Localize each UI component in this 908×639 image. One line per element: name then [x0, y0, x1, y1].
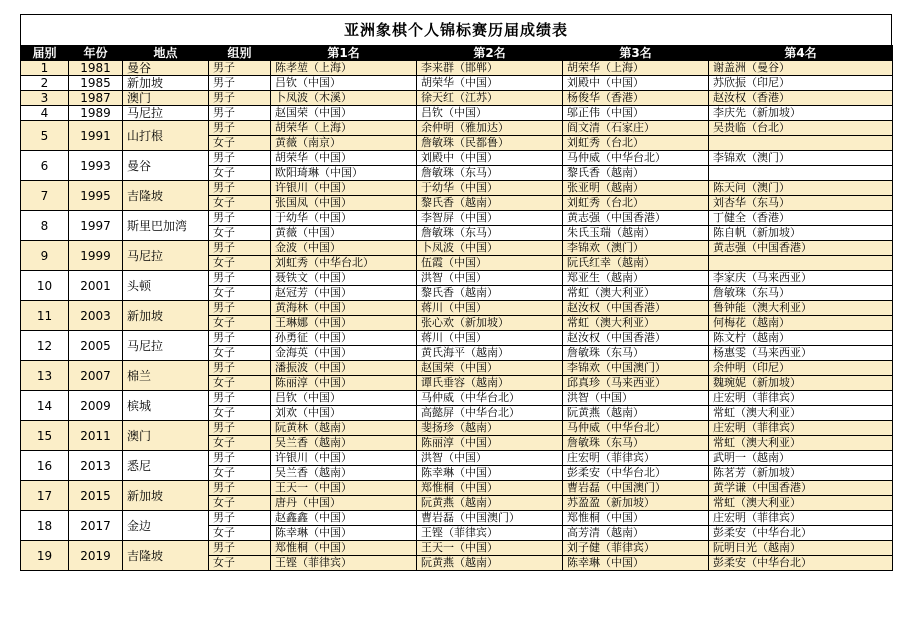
fourth-place: 常虹（澳大利亚） [709, 496, 893, 511]
third-place: 朱氏玉瑞（越南） [563, 226, 709, 241]
group-cell: 女子 [209, 136, 271, 151]
edition-place: 斯里巴加湾 [123, 211, 209, 241]
group-cell: 男子 [209, 211, 271, 226]
first-place: 许银川（中国） [271, 451, 417, 466]
second-place: 曹岩磊（中国澳门） [417, 511, 563, 526]
fourth-place: 庄宏明（菲律宾） [709, 511, 893, 526]
table-row [21, 211, 893, 226]
edition-place: 澳门 [123, 91, 209, 106]
third-place: 杨俊华（香港） [563, 91, 709, 106]
second-place: 于幼华（中国） [417, 181, 563, 196]
second-place: 陈幸琳（中国） [417, 466, 563, 481]
edition-place: 新加坡 [123, 301, 209, 331]
third-place: 黎氏香（越南） [563, 166, 709, 181]
edition-place: 澳门 [123, 421, 209, 451]
third-place: 李锦欢（中国澳门） [563, 361, 709, 376]
fourth-place: 刘杏华（东马） [709, 196, 893, 211]
edition-year: 1991 [69, 121, 123, 151]
fourth-place: 陈茗芳（新加坡） [709, 466, 893, 481]
third-place: 阮黄燕（越南） [563, 406, 709, 421]
group-cell: 男子 [209, 511, 271, 526]
group-cell: 男子 [209, 106, 271, 121]
edition-number: 4 [21, 106, 69, 121]
edition-number: 8 [21, 211, 69, 241]
edition-number: 5 [21, 121, 69, 151]
first-place: 吴兰香（越南） [271, 436, 417, 451]
table-row [21, 481, 893, 496]
second-place: 黎氏香（越南） [417, 286, 563, 301]
third-place: 马仲威（中华台北） [563, 151, 709, 166]
edition-year: 1995 [69, 181, 123, 211]
first-place: 张国凤（中国） [271, 196, 417, 211]
group-cell: 女子 [209, 406, 271, 421]
edition-number: 3 [21, 91, 69, 106]
group-cell: 男子 [209, 361, 271, 376]
first-place: 阮黄林（越南） [271, 421, 417, 436]
group-cell: 女子 [209, 166, 271, 181]
group-cell: 男子 [209, 301, 271, 316]
first-place: 郑惟桐（中国） [271, 541, 417, 556]
header-third: 第3名 [563, 46, 709, 61]
third-place: 郑惟桐（中国） [563, 511, 709, 526]
group-cell: 女子 [209, 526, 271, 541]
fourth-place: 黄学谦（中国香港） [709, 481, 893, 496]
fourth-place: 陈天问（澳门） [709, 181, 893, 196]
first-place: 吴兰香（越南） [271, 466, 417, 481]
edition-place: 马尼拉 [123, 331, 209, 361]
edition-number: 1 [21, 61, 69, 76]
edition-year: 2011 [69, 421, 123, 451]
second-place: 郑惟桐（中国） [417, 481, 563, 496]
table-row [21, 151, 893, 166]
first-place: 黄薇（南京） [271, 136, 417, 151]
fourth-place: 彭柔安（中华台北） [709, 526, 893, 541]
edition-year: 1993 [69, 151, 123, 181]
edition-year: 2001 [69, 271, 123, 301]
fourth-place: 丁健全（香港） [709, 211, 893, 226]
third-place: 刘殿中（中国） [563, 76, 709, 91]
edition-place: 山打根 [123, 121, 209, 151]
edition-number: 16 [21, 451, 69, 481]
fourth-place [709, 136, 893, 151]
second-place: 斐扬珍（越南） [417, 421, 563, 436]
group-cell: 男子 [209, 241, 271, 256]
edition-number: 13 [21, 361, 69, 391]
first-place: 金海英（中国） [271, 346, 417, 361]
third-place: 阮氏红幸（越南） [563, 256, 709, 271]
edition-number: 18 [21, 511, 69, 541]
fourth-place [709, 256, 893, 271]
first-place: 王天一（中国） [271, 481, 417, 496]
table-row [21, 271, 893, 286]
fourth-place: 谢盖洲（曼谷） [709, 61, 893, 76]
first-place: 胡荣华（上海） [271, 121, 417, 136]
edition-number: 12 [21, 331, 69, 361]
first-place: 赵国荣（中国） [271, 106, 417, 121]
first-place: 黄海林（中国） [271, 301, 417, 316]
first-place: 许银川（中国） [271, 181, 417, 196]
edition-year: 2019 [69, 541, 123, 571]
fourth-place: 余仲明（印尼） [709, 361, 893, 376]
header-group: 组别 [209, 46, 271, 61]
second-place: 陈丽淳（中国） [417, 436, 563, 451]
second-place: 詹敏珠（东马） [417, 166, 563, 181]
first-place: 刘虹秀（中华台北） [271, 256, 417, 271]
table-row [21, 181, 893, 196]
edition-place: 新加坡 [123, 76, 209, 91]
first-place: 卜凤波（木溪） [271, 91, 417, 106]
second-place: 余仲明（雅加达） [417, 121, 563, 136]
results-body [21, 61, 893, 571]
header-place: 地点 [123, 46, 209, 61]
group-cell: 女子 [209, 256, 271, 271]
first-place: 黄薇（中国） [271, 226, 417, 241]
edition-place: 头顿 [123, 271, 209, 301]
third-place: 陈幸琳（中国） [563, 556, 709, 571]
third-place: 彭柔安（中华台北） [563, 466, 709, 481]
group-cell: 女子 [209, 226, 271, 241]
group-cell: 男子 [209, 91, 271, 106]
second-place: 马仲威（中华台北） [417, 391, 563, 406]
second-place: 伍霞（中国） [417, 256, 563, 271]
edition-year: 2013 [69, 451, 123, 481]
edition-year: 2015 [69, 481, 123, 511]
fourth-place: 常虹（澳大利亚） [709, 436, 893, 451]
group-cell: 女子 [209, 286, 271, 301]
edition-place: 曼谷 [123, 151, 209, 181]
edition-number: 7 [21, 181, 69, 211]
group-cell: 男子 [209, 331, 271, 346]
table-row [21, 541, 893, 556]
fourth-place: 赵汝权（香港） [709, 91, 893, 106]
third-place: 张亚明（越南） [563, 181, 709, 196]
edition-number: 11 [21, 301, 69, 331]
fourth-place: 李锦欢（澳门） [709, 151, 893, 166]
edition-place: 马尼拉 [123, 106, 209, 121]
third-place: 常虹（澳大利亚） [563, 316, 709, 331]
second-place: 王天一（中国） [417, 541, 563, 556]
group-cell: 男子 [209, 391, 271, 406]
fourth-place: 庄宏明（菲律宾） [709, 421, 893, 436]
results-sheet [20, 14, 892, 571]
fourth-place: 鲁钟能（澳大利亚） [709, 301, 893, 316]
edition-year: 1997 [69, 211, 123, 241]
second-place: 洪智（中国） [417, 271, 563, 286]
group-cell: 男子 [209, 481, 271, 496]
table-row [21, 301, 893, 316]
group-cell: 女子 [209, 196, 271, 211]
third-place: 詹敏珠（东马） [563, 346, 709, 361]
fourth-place: 阮明日光（越南） [709, 541, 893, 556]
group-cell: 女子 [209, 496, 271, 511]
first-place: 于幼华（中国） [271, 211, 417, 226]
first-place: 欧阳琦琳（中国） [271, 166, 417, 181]
second-place: 蒋川（中国） [417, 331, 563, 346]
fourth-place: 彭柔安（中华台北） [709, 556, 893, 571]
second-place: 詹敏珠（民都鲁） [417, 136, 563, 151]
second-place: 高懿屏（中华台北） [417, 406, 563, 421]
edition-number: 6 [21, 151, 69, 181]
second-place: 王铿（菲律宾） [417, 526, 563, 541]
header-fourth: 第4名 [709, 46, 893, 61]
first-place: 陈幸琳（中国） [271, 526, 417, 541]
third-place: 刘虹秀（台北） [563, 136, 709, 151]
table-row [21, 241, 893, 256]
group-cell: 女子 [209, 556, 271, 571]
second-place: 胡荣华（中国） [417, 76, 563, 91]
table-row [21, 106, 893, 121]
second-place: 李来群（邯郸） [417, 61, 563, 76]
results-table [20, 45, 893, 571]
third-place: 刘虹秀（台北） [563, 196, 709, 211]
third-place: 苏盈盈（新加坡） [563, 496, 709, 511]
second-place: 卜凤波（中国） [417, 241, 563, 256]
first-place: 孙勇征（中国） [271, 331, 417, 346]
edition-number: 14 [21, 391, 69, 421]
group-cell: 女子 [209, 316, 271, 331]
first-place: 赵冠芳（中国） [271, 286, 417, 301]
second-place: 詹敏珠（东马） [417, 226, 563, 241]
first-place: 胡荣华（中国） [271, 151, 417, 166]
edition-number: 9 [21, 241, 69, 271]
third-place: 阎文清（石家庄） [563, 121, 709, 136]
header-first: 第1名 [271, 46, 417, 61]
edition-place: 吉隆坡 [123, 541, 209, 571]
group-cell: 男子 [209, 61, 271, 76]
first-place: 王琳娜（中国） [271, 316, 417, 331]
sheet-title: 亚洲象棋个人锦标赛历届成绩表 [20, 14, 892, 45]
edition-year: 2003 [69, 301, 123, 331]
first-place: 赵鑫鑫（中国） [271, 511, 417, 526]
third-place: 庄宏明（菲律宾） [563, 451, 709, 466]
table-row [21, 331, 893, 346]
third-place: 李锦欢（澳门） [563, 241, 709, 256]
second-place: 黄氏海平（越南） [417, 346, 563, 361]
group-cell: 男子 [209, 76, 271, 91]
edition-place: 槟城 [123, 391, 209, 421]
table-row [21, 451, 893, 466]
group-cell: 男子 [209, 421, 271, 436]
edition-number: 2 [21, 76, 69, 91]
first-place: 潘振波（中国） [271, 361, 417, 376]
edition-year: 2007 [69, 361, 123, 391]
table-row [21, 511, 893, 526]
fourth-place: 李庆先（新加坡） [709, 106, 893, 121]
fourth-place: 常虹（澳大利亚） [709, 406, 893, 421]
fourth-place [709, 166, 893, 181]
group-cell: 男子 [209, 151, 271, 166]
first-place: 王铿（菲律宾） [271, 556, 417, 571]
second-place: 刘殿中（中国） [417, 151, 563, 166]
edition-place: 吉隆坡 [123, 181, 209, 211]
group-cell: 女子 [209, 466, 271, 481]
second-place: 吕钦（中国） [417, 106, 563, 121]
header-edition: 届别 [21, 46, 69, 61]
header-row [21, 46, 893, 61]
table-row [21, 61, 893, 76]
edition-year: 1999 [69, 241, 123, 271]
fourth-place: 吴贵临（台北） [709, 121, 893, 136]
group-cell: 女子 [209, 346, 271, 361]
third-place: 赵汝权（中国香港） [563, 331, 709, 346]
edition-year: 1987 [69, 91, 123, 106]
third-place: 刘子健（菲律宾） [563, 541, 709, 556]
second-place: 阮黄燕（越南） [417, 496, 563, 511]
third-place: 马仲威（中华台北） [563, 421, 709, 436]
fourth-place: 陈自帆（新加坡） [709, 226, 893, 241]
group-cell: 男子 [209, 541, 271, 556]
second-place: 李智屏（中国） [417, 211, 563, 226]
group-cell: 男子 [209, 121, 271, 136]
edition-number: 19 [21, 541, 69, 571]
group-cell: 男子 [209, 271, 271, 286]
header-year: 年份 [69, 46, 123, 61]
second-place: 赵国荣（中国） [417, 361, 563, 376]
edition-place: 棉兰 [123, 361, 209, 391]
fourth-place: 詹敏珠（东马） [709, 286, 893, 301]
fourth-place: 庄宏明（菲律宾） [709, 391, 893, 406]
edition-place: 曼谷 [123, 61, 209, 76]
second-place: 阮黄燕（越南） [417, 556, 563, 571]
first-place: 唐丹（中国） [271, 496, 417, 511]
edition-number: 17 [21, 481, 69, 511]
first-place: 陈丽淳（中国） [271, 376, 417, 391]
edition-place: 马尼拉 [123, 241, 209, 271]
table-row [21, 391, 893, 406]
third-place: 胡荣华（上海） [563, 61, 709, 76]
edition-year: 2017 [69, 511, 123, 541]
second-place: 黎氏香（越南） [417, 196, 563, 211]
edition-place: 金边 [123, 511, 209, 541]
third-place: 詹敏珠（东马） [563, 436, 709, 451]
fourth-place: 魏琬妮（新加坡） [709, 376, 893, 391]
edition-number: 15 [21, 421, 69, 451]
edition-year: 1985 [69, 76, 123, 91]
fourth-place: 何梅花（越南） [709, 316, 893, 331]
second-place: 张心欢（新加坡） [417, 316, 563, 331]
group-cell: 男子 [209, 451, 271, 466]
first-place: 聂铁文（中国） [271, 271, 417, 286]
edition-place: 悉尼 [123, 451, 209, 481]
first-place: 金波（中国） [271, 241, 417, 256]
third-place: 高芳清（越南） [563, 526, 709, 541]
third-place: 郑亚生（越南） [563, 271, 709, 286]
fourth-place: 杨惠雯（马来西亚） [709, 346, 893, 361]
first-place: 陈孝堃（上海） [271, 61, 417, 76]
third-place: 常虹（澳大利亚） [563, 286, 709, 301]
table-row [21, 91, 893, 106]
fourth-place: 黄志强（中国香港） [709, 241, 893, 256]
table-row [21, 361, 893, 376]
first-place: 吕钦（中国） [271, 391, 417, 406]
third-place: 赵汝权（中国香港） [563, 301, 709, 316]
second-place: 徐天红（江苏） [417, 91, 563, 106]
header-second: 第2名 [417, 46, 563, 61]
third-place: 洪智（中国） [563, 391, 709, 406]
edition-year: 1989 [69, 106, 123, 121]
third-place: 邬正伟（中国） [563, 106, 709, 121]
edition-year: 2005 [69, 331, 123, 361]
first-place: 吕钦（中国） [271, 76, 417, 91]
fourth-place: 陈文柠（越南） [709, 331, 893, 346]
edition-number: 10 [21, 271, 69, 301]
second-place: 蒋川（中国） [417, 301, 563, 316]
edition-year: 2009 [69, 391, 123, 421]
third-place: 黄志强（中国香港） [563, 211, 709, 226]
table-row [21, 121, 893, 136]
group-cell: 女子 [209, 436, 271, 451]
edition-year: 1981 [69, 61, 123, 76]
table-row [21, 76, 893, 91]
third-place: 曹岩磊（中国澳门） [563, 481, 709, 496]
second-place: 洪智（中国） [417, 451, 563, 466]
fourth-place: 李家庆（马来西亚） [709, 271, 893, 286]
group-cell: 男子 [209, 181, 271, 196]
table-row [21, 421, 893, 436]
fourth-place: 苏欣振（印尼） [709, 76, 893, 91]
third-place: 邱真珍（马来西亚） [563, 376, 709, 391]
first-place: 刘欢（中国） [271, 406, 417, 421]
second-place: 谭氏垂容（越南） [417, 376, 563, 391]
group-cell: 女子 [209, 376, 271, 391]
edition-place: 新加坡 [123, 481, 209, 511]
fourth-place: 武明一（越南） [709, 451, 893, 466]
